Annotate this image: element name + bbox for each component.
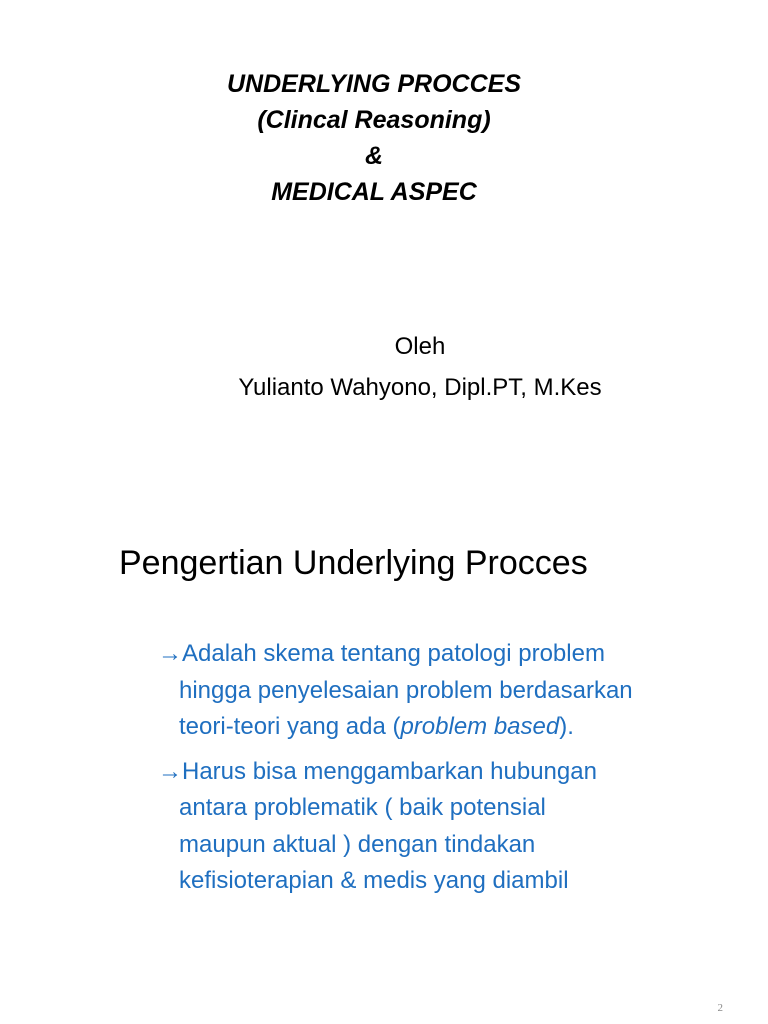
title-line-4: MEDICAL ASPEC bbox=[271, 178, 477, 206]
arrow-right-icon: → bbox=[158, 640, 182, 667]
bullet-2-line-4: kefisioterapian & medis yang diambil bbox=[179, 867, 569, 894]
title-line-1: UNDERLYING PROCCES bbox=[226, 70, 521, 98]
title-line-3: & bbox=[364, 142, 384, 170]
bullet-1-line-2: hingga penyelesaian problem berdasarkan bbox=[179, 676, 633, 704]
bullet-list bbox=[158, 636, 748, 908]
bullet-1-line-3: teori-teori yang ada (problem based). bbox=[179, 713, 574, 740]
section-heading: Pengertian Underlying Procces bbox=[119, 544, 588, 582]
slide-title bbox=[0, 66, 748, 210]
bullet-item-2 bbox=[158, 754, 748, 900]
author-by-label: Oleh bbox=[394, 333, 446, 360]
bullet-2-line-2: antara problematik ( baik potensial bbox=[179, 794, 546, 821]
problem-based-emphasis: problem based bbox=[400, 713, 560, 740]
author-name: Yulianto Wahyono, Dipl.PT, M.Kes bbox=[238, 374, 602, 401]
bullet-item-1 bbox=[158, 636, 748, 746]
arrow-right-icon: → bbox=[158, 757, 182, 785]
bullet-2-line-1: Harus bisa menggambarkan hubungan bbox=[182, 757, 597, 785]
bullet-2-line-3: maupun aktual ) dengan tindakan bbox=[179, 830, 536, 858]
bullet-1-line-1: Adalah skema tentang patologi problem bbox=[182, 640, 605, 667]
author-block bbox=[0, 326, 768, 408]
slide-number: 2 bbox=[717, 1002, 723, 1014]
title-line-2: (Clincal Reasoning) bbox=[257, 106, 491, 134]
